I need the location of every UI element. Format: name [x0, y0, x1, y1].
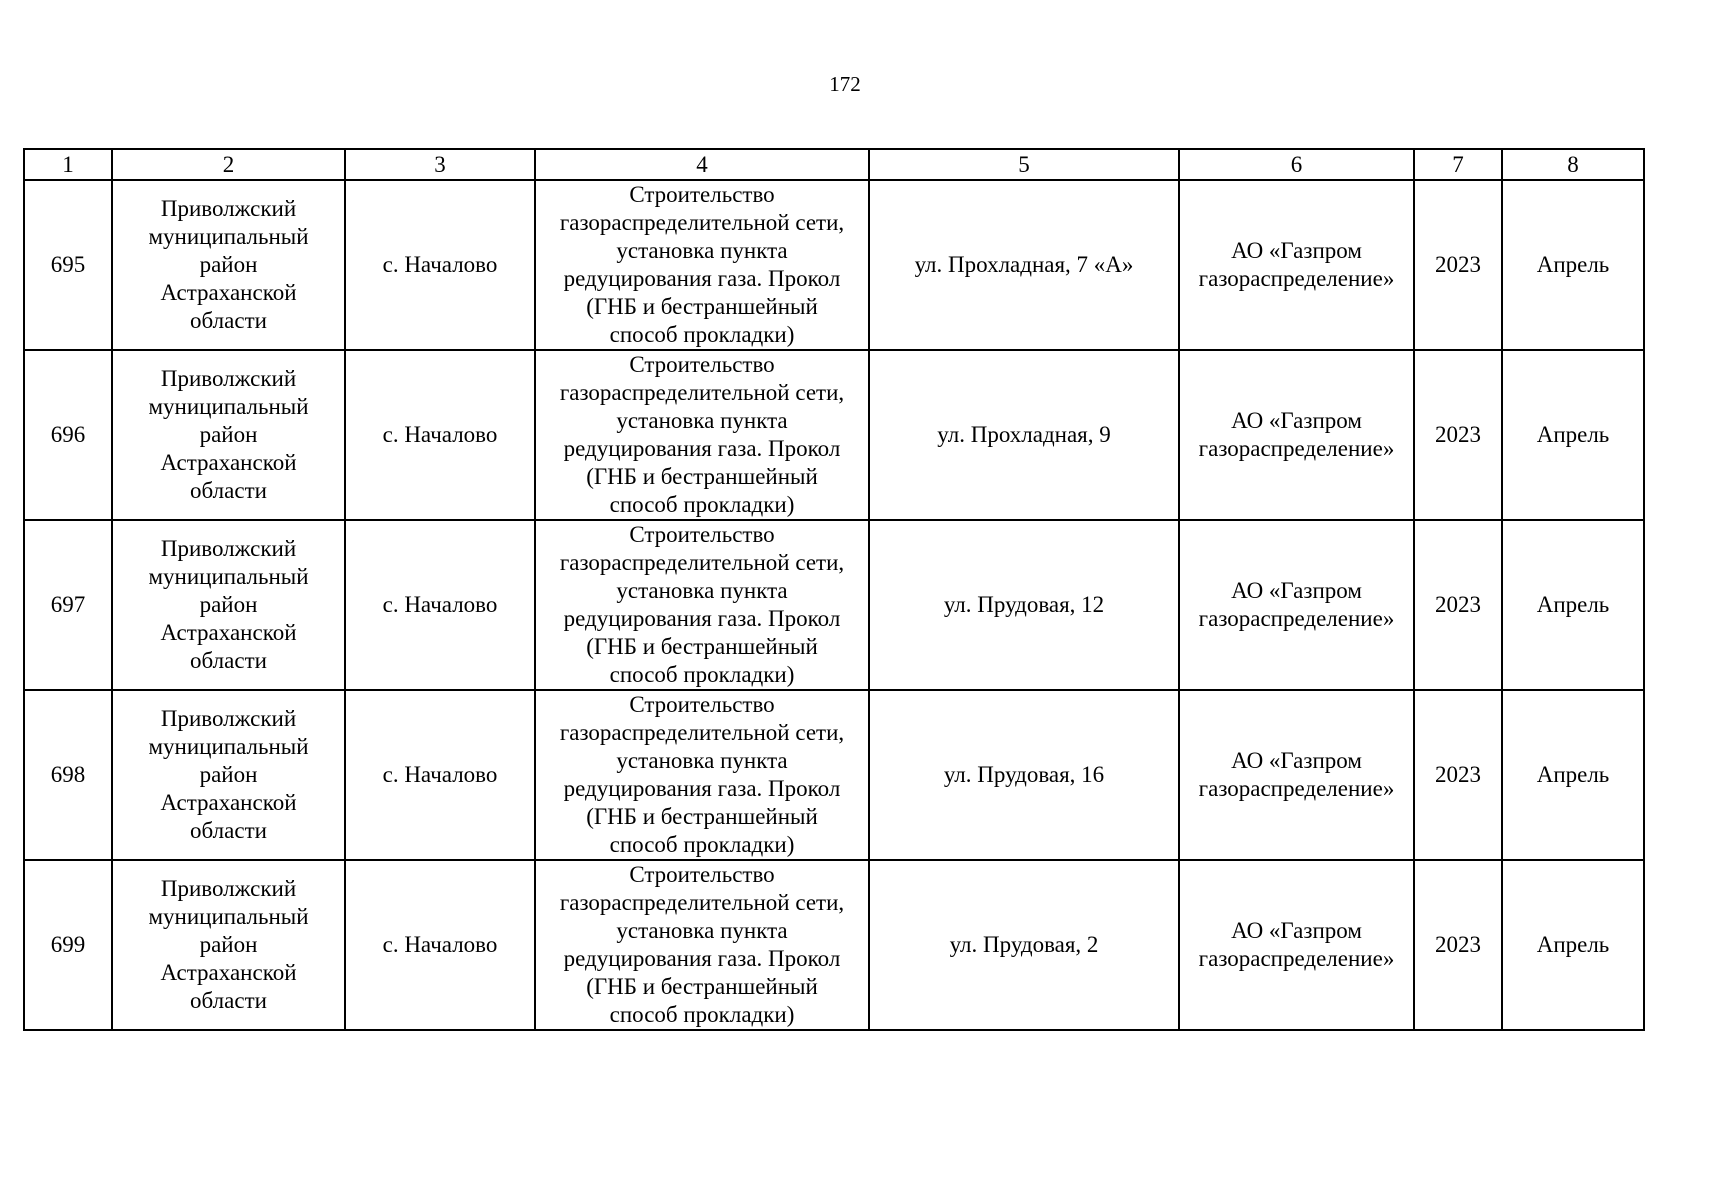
work-description-text: Строительство газораспределительной сети, установка пункта редуцирования газа. Прокол (ГНБ и бестраншейный способ прокладки) — [559, 862, 845, 1027]
month-cell — [1502, 350, 1644, 520]
organization-cell — [1179, 520, 1414, 690]
work-description-text: Строительство газораспределительной сети, установка пункта редуцирования газа. Прокол (ГНБ и бестраншейный способ прокладки) — [559, 182, 845, 347]
row-number-cell — [24, 350, 112, 520]
year-text: 2023 — [1435, 932, 1481, 957]
month-text: Апрель — [1536, 762, 1610, 787]
address-text: ул. Прохладная, 9 — [937, 422, 1111, 447]
work-description-cell — [535, 350, 869, 520]
row-number-cell — [24, 520, 112, 690]
district-text: Приволжский муниципальный район Астраханской области — [148, 196, 309, 333]
organization-text: АО «Газпром газораспределение» — [1198, 238, 1395, 291]
year-text: 2023 — [1435, 252, 1481, 277]
year-cell — [1414, 520, 1502, 690]
district-cell — [112, 690, 345, 860]
table-row — [24, 180, 1644, 350]
address-text: ул. Прохладная, 7 «А» — [914, 252, 1134, 277]
settlement-cell — [345, 350, 535, 520]
work-schedule-table — [23, 148, 1645, 1031]
organization-text: АО «Газпром газораспределение» — [1198, 918, 1395, 971]
address-cell — [869, 180, 1179, 350]
address-cell — [869, 690, 1179, 860]
address-cell — [869, 520, 1179, 690]
settlement-text: с. Началово — [382, 932, 498, 957]
header-cell-2: 2 — [112, 149, 345, 180]
year-text: 2023 — [1435, 422, 1481, 447]
settlement-text: с. Началово — [382, 592, 498, 617]
work-description-cell — [535, 520, 869, 690]
organization-text: АО «Газпром газораспределение» — [1198, 748, 1395, 801]
row-number: 699 — [50, 932, 86, 957]
settlement-cell — [345, 180, 535, 350]
address-cell — [869, 350, 1179, 520]
organization-cell — [1179, 180, 1414, 350]
header-cell-1: 1 — [24, 149, 112, 180]
year-cell — [1414, 860, 1502, 1030]
header-cell-6: 6 — [1179, 149, 1414, 180]
table-row — [24, 520, 1644, 690]
header-cell-7: 7 — [1414, 149, 1502, 180]
row-number: 696 — [50, 422, 86, 447]
organization-text: АО «Газпром газораспределение» — [1198, 408, 1395, 461]
month-cell — [1502, 520, 1644, 690]
settlement-text: с. Началово — [382, 422, 498, 447]
year-text: 2023 — [1435, 762, 1481, 787]
row-number: 698 — [50, 762, 86, 787]
year-text: 2023 — [1435, 592, 1481, 617]
district-text: Приволжский муниципальный район Астраханской области — [148, 536, 309, 673]
row-number-cell — [24, 860, 112, 1030]
row-number: 695 — [50, 252, 86, 277]
district-cell — [112, 180, 345, 350]
year-cell — [1414, 180, 1502, 350]
month-cell — [1502, 860, 1644, 1030]
address-text: ул. Прудовая, 16 — [943, 762, 1105, 787]
work-description-cell — [535, 860, 869, 1030]
district-text: Приволжский муниципальный район Астраханской области — [148, 706, 309, 843]
work-description-cell — [535, 690, 869, 860]
district-text: Приволжский муниципальный район Астраханской области — [148, 876, 309, 1013]
address-text: ул. Прудовая, 2 — [949, 932, 1099, 957]
settlement-cell — [345, 860, 535, 1030]
work-description-cell — [535, 180, 869, 350]
settlement-text: с. Началово — [382, 762, 498, 787]
organization-text: АО «Газпром газораспределение» — [1198, 578, 1395, 631]
district-cell — [112, 350, 345, 520]
month-text: Апрель — [1536, 592, 1610, 617]
table-row — [24, 350, 1644, 520]
address-cell — [869, 860, 1179, 1030]
district-text: Приволжский муниципальный район Астраханской области — [148, 366, 309, 503]
year-cell — [1414, 690, 1502, 860]
header-cell-5: 5 — [869, 149, 1179, 180]
work-description-text: Строительство газораспределительной сети, установка пункта редуцирования газа. Прокол (ГНБ и бестраншейный способ прокладки) — [559, 522, 845, 687]
settlement-text: с. Началово — [382, 252, 498, 277]
month-text: Апрель — [1536, 932, 1610, 957]
table-row — [24, 860, 1644, 1030]
header-cell-3: 3 — [345, 149, 535, 180]
row-number: 697 — [50, 592, 86, 617]
address-text: ул. Прудовая, 12 — [943, 592, 1105, 617]
organization-cell — [1179, 350, 1414, 520]
header-cell-8: 8 — [1502, 149, 1644, 180]
district-cell — [112, 520, 345, 690]
month-cell — [1502, 180, 1644, 350]
month-cell — [1502, 690, 1644, 860]
table-header-row — [24, 149, 1644, 180]
organization-cell — [1179, 860, 1414, 1030]
row-number-cell — [24, 690, 112, 860]
work-description-text: Строительство газораспределительной сети, установка пункта редуцирования газа. Прокол (ГНБ и бестраншейный способ прокладки) — [559, 692, 845, 857]
settlement-cell — [345, 690, 535, 860]
district-cell — [112, 860, 345, 1030]
work-description-text: Строительство газораспределительной сети, установка пункта редуцирования газа. Прокол (ГНБ и бестраншейный способ прокладки) — [559, 352, 845, 517]
table-row — [24, 690, 1644, 860]
month-text: Апрель — [1536, 422, 1610, 447]
page-number: 172 — [829, 72, 861, 96]
month-text: Апрель — [1536, 252, 1610, 277]
header-cell-4: 4 — [535, 149, 869, 180]
settlement-cell — [345, 520, 535, 690]
row-number-cell — [24, 180, 112, 350]
organization-cell — [1179, 690, 1414, 860]
year-cell — [1414, 350, 1502, 520]
